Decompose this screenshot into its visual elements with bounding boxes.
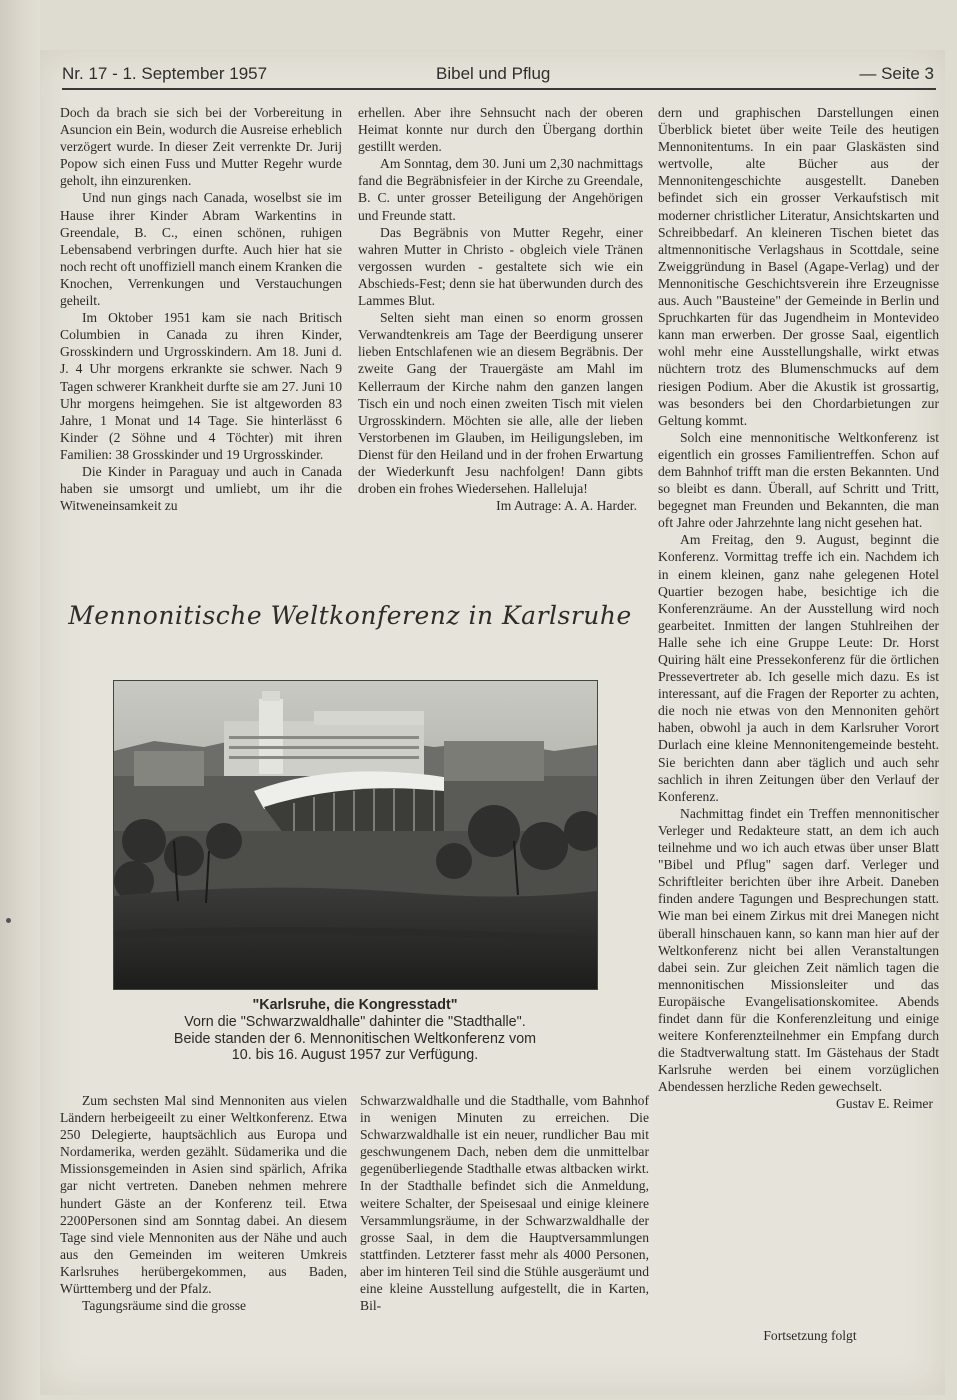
paragraph: Im Oktober 1951 kam sie nach Britisch Columbien in Canada zu ihren Kinder, Grosskindern und Urgrosskindern. Am 18. Juni d. J. 4 Uhr morgens erkrankte sie schwer. Nach 9 Tagen schwerer Krankheit durfte sie am 27. Juni 10 Uhr morgens heimgehen. Sie ist altgeworden 83 Jahre, 1 Monat und 14 Tage. Sie hinterlässt 6 Kinder (2 Söhne und 4 Töchter) mit ihren Familien: 38 Grosskinder und 19 Urgrosskinder. <box>60 310 342 462</box>
author-signature: Gustav E. Reimer <box>835 1096 933 1112</box>
page-header <box>62 62 936 90</box>
page-number: — Seite 3 <box>859 64 934 83</box>
caption-title: "Karlsruhe, die Kongresstadt" <box>252 997 458 1013</box>
paragraph: Am Sonntag, dem 30. Juni um 2,30 nachmittags fand die Begräbnisfeier in der Kirche zu Greendale, B. C. unter grosser Beteiligung der Angehörigen und Freunde statt. <box>358 156 643 223</box>
margin-dot <box>6 918 11 923</box>
column-3 <box>658 104 939 1113</box>
paragraph: Nachmittag findet ein Treffen mennonitischer Verleger und Redakteure statt, an dem ich auch teilnehme und wo ich auch etwas über unser Blatt "Bibel und Pflug" sagen darf. Verleger und Schriftleiter berichten über ihre Arbeit. Daneben finden andere Tagungen und Besprechungen statt. Wie man bei einem Zirkus mit drei Manegen nicht überall hinschauen kann, so kann man hier auf der Weltkonferenz nicht bei allen Veranstaltungen dabei sein. Zur gleichen Zeit nämlich tagen die mennonitischen Missionsleiter und das Europäische Evangelisationskomitee. Abends findet dann für die Konferenzleitung und einige weitere Konferenzteilnehmer ein Empfang durch die Stadtverwaltung statt. Im Gästehaus der Stadt Karlsruhe werden bei einem vorzüglichen Abendessen herzliche Reden gewechselt. <box>658 805 939 1095</box>
caption-line: 10. bis 16. August 1957 zur Verfügung. <box>231 1047 479 1064</box>
paragraph: Das Begräbnis von Mutter Regehr, einer wahren Mutter in Christo - obgleich viele Tränen vergossen wurden - gestaltete sich wie ein Abschieds-Fest; denn sie hat überwunden durch des Lammes Blut. <box>358 224 643 309</box>
paragraph: dern und graphischen Darstellungen einen Überblick bietet über weite Teile des heutigen Mennonitentums. In ein paar Glaskästen sind wertvolle, alte Bücher aus der Mennonitengeschichte ausgestellt. Daneben befindet sich ein grosser Verkaufstisch mit moderner christlicher Literatur, Ansichtskarten und Schreibbedarf. An kleineren Tischen bietet das altmennonitische Verlagshaus in Scottdale, seine Zweiggründung in Basel (Agape-Verlag) und der Mennonitische Geschichtsverein ihre Erzeugnisse aus. Auch "Bausteine" der Gemeinde in Berlin und Spruchkarten für das Jugendheim in Montevideo kann man erwerben. Der grosse Saal, eigentlich wohl mehr eine Ausstellungshalle, wirkt etwas nüchtern trotz des Blumenschmucks auf dem riesigen Podium. Aber die Akustik ist grossartig, was besonders bei den Chordarbietungen zur Geltung kommt. <box>658 105 939 428</box>
paragraph: Doch da brach sie sich bei der Vorbereitung in Asuncion ein Bein, wodurch die Ausreise erheblich verzögert wurde. In dieser Zeit verrenkte Dr. Jurij Popow sich einen Fuss und Mutter Regehr wurde geholt, ihn einzurenken. <box>60 105 342 189</box>
paragraph: Und nun gings nach Canada, woselbst sie im Hause ihrer Kinder Abram Warkentins in Greendale, B. C., einen schönen, ruhigen Lebensabend verbringen durfte. Auch hier hat sie noch recht oft unoffiziell manch einem Kranken die Knochen, Verrenkungen und Verstauchungen geheilt. <box>60 190 342 309</box>
book-binding-edge <box>0 0 40 1400</box>
paragraph: Schwarzwaldhalle und die Stadthalle, vom Bahnhof in wenigen Minuten zu erreichen. Die Schwarzwaldhalle ist ein neuer, rundlicher Bau mit geschwungenem Dach, neben dem die unmittelbar gegenüberliegende Stadthalle etwas altbacken wirkt. In der Stadthalle befindet sich die Anmeldung, weitere Schalter, der Speisesaal und einige kleinere Versammlungsräume, in der Schwarzwaldhalle der grosse Saal, in dem die Hauptversammlungen stattfinden. Letzterer fasst mehr als 4000 Personen, aber im hinteren Teil sind die Stühle ausgeräumt und eine kleine Ausstellung aufgestellt, die in Karten, Bil- <box>360 1093 649 1314</box>
continued-note: Fortsetzung folgt <box>763 1328 857 1343</box>
paragraph: Tagungsräume sind die grosse <box>82 1298 247 1314</box>
photo-caption <box>110 997 600 1064</box>
publication-title: Bibel und Pflug <box>436 64 551 83</box>
paragraph: erhellen. Aber ihre Sehnsucht nach der oberen Heimat konnte nur durch den Übergang dorthin gestillt werden. <box>358 105 643 155</box>
caption-line: Beide standen der 6. Mennonitischen Weltkonferenz vom <box>173 1030 537 1047</box>
column-1 <box>60 104 342 514</box>
article-headline: Mennonitische Weltkonferenz in Karlsruhe <box>68 601 632 630</box>
paragraph: Am Freitag, den 9. August, beginnt die Konferenz. Vormittag treffe ich ein. Nachdem ich in einem kleinen, ganz nahe gelegenen Hotel Quartier bezogen habe, besichtige ich die Konferenzräume. An der Ausstellung wird noch gearbeitet. Inmitten der langen Stuhlreihen der Halle sehe ich eine Gruppe Leute: Dr. Horst Quiring hält eine Pressekonferenz für die örtlichen Pressevertreter ab. Ich geselle mich dazu. Es ist interessant, auf die Fragen der Reporter zu achten, die noch nie etwas von den Mennoniten gehört haben, obwohl ja auch in dem Karlsruher Vorort Durlach eine kleine Mennonitengemeinde besteht. Sie berichten dann aber täglich und auch sehr sachlich in ihren Zeitungen über den Verlauf der Konferenz. <box>658 532 939 804</box>
caption-line: Vorn die "Schwarzwaldhalle" dahinter die "Stadthalle". <box>184 1013 526 1030</box>
signature: Im Autrage: A. A. Harder. <box>496 498 637 514</box>
paragraph: Zum sechsten Mal sind Mennoniten aus vielen Ländern herbeigeeilt zu einer Weltkonferenz. Etwa 250 Delegierte, hauptsächlich aus Europa und Nordamerika, werden gezählt. Südamerika und die Missionsgemeinden in Asien sind spärlich, Afrika gar nicht vertreten. Daneben nehmen mehrere hundert Gäste an der Konferenz teil. Etwa 2200Personen sind am Sonntag dabei. An diesem Tage sind viele Mennoniten aus der Nähe und auch aus den Gemeinden im weiteren Umkreis Karlsruhes herübergekommen, aus Baden, Württemberg und der Pfalz. <box>60 1093 347 1297</box>
paragraph: Selten sieht man einen so enorm grossen Verwandtenkreis am Tage der Beerdigung unserer lieben Entschlafenen wie an diesem Begräbnis. Der zweite Gang der Trauergäste am Mahl im Kellerraum der Kirche nahm den ganzen langen Tisch ein und noch einen zweiten Tisch mit vielen Urgrosskindern. Möchten sie alle, alle der lieben Verstorbenen im Glauben, im Heiligungsleben, im Dienst für den Heiland und in der frohen Erwartung der Wiederkunft Jesu nachfolgen! Dann gibts droben ein frohes Wiedersehen. Halleluja! <box>358 310 643 497</box>
column-2 <box>358 104 643 514</box>
paragraph: Die Kinder in Paraguay und auch in Canada haben sie umsorgt und umliebt, um ihr die Witweneinsamkeit zu <box>60 463 342 514</box>
karlsruhe-photo <box>113 680 598 990</box>
column-4 <box>60 1092 347 1314</box>
column-5 <box>360 1092 649 1314</box>
issue-date: Nr. 17 - 1. September 1957 <box>62 64 268 83</box>
paragraph: Solch eine mennonitische Weltkonferenz ist eigentlich ein grosses Familientreffen. Schon auf dem Bahnhof trifft man die ersten Bekannten. Und so bleibt es dann. Überall, auf Schritt und Tritt, begegnet man Freunden und Bekannten, die man oft Jahre oder Jahrzehnte lang nicht gesehen hat. <box>658 429 939 531</box>
